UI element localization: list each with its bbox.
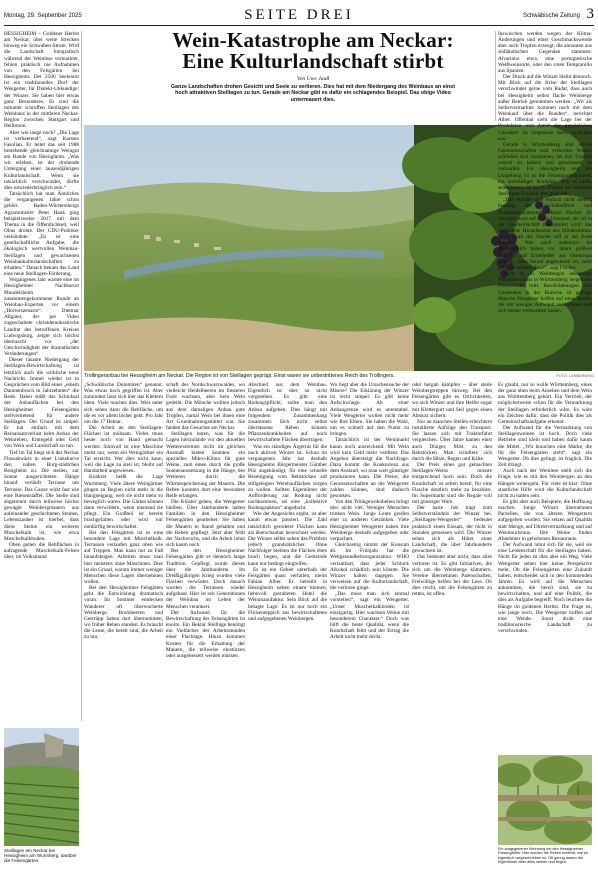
article-paragraph: Der harte Job trägt zum Selbstverständnis der Winzer bei. „Steillagen-Wengerter“ bedeutet praktisch einen Einsatz, der nicht in Stunden gemessen wird. Die Winzer sehen sich als Hüter einer Landschaft, die über Jahrhunderte gewachsen ist. (412, 505, 492, 555)
article-paragraph: Der Aufwand lohnt sich für sie, weil sie eine Leidenschaft für die Steillagen haben. Nicht für jeden ist dies aber ein Weg. Viele Wengerter sehen hier keine Perspektive mehr. Ob die Felsengärten eine Zukunft haben, entscheidet sich in den kommenden Jahren. Es wird auf die Menschen ankommen, die bereit sind, sie zu bewirtschaften, und auf eine Politik, die dies als Aufgabe begreift. Noch leuchten die Hänge im goldenen Herbst. Die Frage ist, wie lange noch. Die Wengerter hoffen auf eine Wende. Sonst droht eine traditionsreiche Landschaft zu verschwinden. (498, 542, 592, 635)
article-paragraph: Es glaubt, nur so wolle Württemberg, eines der ganz oben beim Ansehen und dem Wein aus Württemberg gehört. Ein Vertrieb, der möglicherweise schon für die Vermarktung der Steillagen erforderlich wäre. Es wäre ein Zeichen dafür, dass die Politik dies als Gemeinschaftsaufgabe erkennt. (498, 382, 592, 425)
article-paragraph: Der Aufwand für die Vermarktung von Steillagenweinen ist hoch. Doch viele Betriebe sind klein und haben dafür kaum die Mittel. „Wir brauchen eine Marke, die für die Felsengärten steht“, sagt ein Wengerter. Ob dies gelingt, ist fraglich. Die Zeit drängt. (498, 425, 592, 469)
article-paragraph: Oben gehen die Rebflächen in aufragende Muschelkalk-Felsen über, im Volksmund (4, 541, 79, 561)
article-paragraph: Von den Trinkgewohnheiten bringt dies nicht viel. Weniger Menschen trinken Wein. Junge Leute greifen eher zu anderen Getränken. Viele Hessigheimer Wengerter haben ihre Weinberge deshalb aufgegeben oder verpachtet. (330, 498, 409, 542)
text-column-6 (412, 382, 492, 858)
article-byline: Von Uwe Jauß (296, 76, 330, 82)
article-paragraph: Bei den Hessigheimer Felsengärten gibt es dennoch lange Tradition. Gepflegt wurde dieses über die Jahrhunderte. Im Dreißigjährigen Krieg wurden viele Flächen verwüstet. Doch danach wurden die Terrassen wieder aufgebaut. Hier ist seit Generationen der Weinbau im Leben der Menschen verankert. (166, 548, 245, 610)
article-paragraph: Auch ist in Weinbergen anständige Weinüberschuss in Württemberg wegen des Preisverfalls trotz Beschränkungen. Ein Umdenken in der Branche ist gefragt. Manche Wengerter hoffen auf neue Sorten, die mit weniger Aufwand auskommen und sich besser vermarkten lassen. (498, 271, 592, 315)
newspaper-name: Schwäbische Zeitung (522, 13, 580, 19)
text-column-2 (84, 382, 163, 858)
article-paragraph: Der Druck auf die Winzer bleibt dennoch. Mit Blick auf die Krise der Steillagen verschwindet gerne vom Radar, dass auch bei Hessigheim selbst flache Weinberge außer Betrieb genommen werden. „Wir als Selbstvermarkter kommen noch mit dem Weinkauf über die Runden“, berichtet Alber. Offenbar sieht die Lage bei der Produktion und damit der persönlichen Charakter im Gegensatz dazu schlechter aus. (498, 74, 592, 142)
masthead (4, 6, 594, 26)
text-column-4 (248, 382, 327, 858)
article-paragraph: Wo liegt aber die Ursachensuche der Misere? Die Erklärung der Winzer ist recht simpel: Es gibt keine Aufschwünge. Ab einer Anbaugrenze wird es unrentabel. Viele Wengerter wollen nicht mehr wie Ihre Eltern. Sie haben die Wahl, um es schnell auf den Punkt zu bringen. (330, 382, 409, 438)
text-column-3 (166, 382, 245, 858)
issue-date: Montag, 29. September 2025 (4, 13, 82, 19)
article-paragraph: Es ist ein Gebiet unterhalb der Felsgärten quasi verfallen, meint Fabian Alber. Er betreibt in Hessigheim neben einem kleinen, liebevoll gestalteten Hotel die Weinmanufaktur. Sein Blick auf die besagte Lage: Es ist nur noch ein Flickenteppich aus bewirtschafteten und aufgegebenen Weinbergen. (248, 566, 327, 622)
column-rule (81, 31, 82, 721)
article-paragraph: Nur an manchen Stellen erleichtern installierte Aufzüge den Transport. Sie lassen sich mit Traktorfahrt vergleichen. Über Jahre kamen einst auch Dünger, Mist, zu den Rebstöcken. Man schuftete sich durch die Hitze, Regen und Kälte. (412, 418, 492, 462)
page-number: 3 (586, 6, 594, 22)
steep-vineyard-caption: Steillagen am Neckar bei Hessigheim am Wurmberg, darüber die Felsengärten. (4, 848, 77, 864)
article-paragraph: Die Arbeit an den Steillagen-Flächen ist mühsam. Vieles muss heute noch von Hand gemacht werden. Sinnvoll ist eine Maschine meist nur, wenn ein Weingärtner ein Tal erreicht. Wer dies nicht kann, weil die Lage zu steil ist, bleibt auf Handarbeit angewiesen. (84, 425, 163, 475)
article-paragraph: „Schwäbische Dolomiten“ genannt. Was etwas hoch gegriffen ist. Aber zumindest lässt sich hier das Klettern üben. Viele machen dies. Weit unter sich sehen dann die Rebfläche, um die es vor allem bisher geht. Pro Jahr um die 17 Hektar. (84, 382, 163, 425)
article-paragraph: „Das rechnet sich einfach nicht mehr“, bestätigt der Geschäftsführer und Vorstandsvorsitzende Martin Fischer. Er verweist noch auf einen Umstand, der oft in der Landwirtschaft thematisiert wird: das mehrfache Heraufsetzen des Mindestlohns. 14,60 Euro die Stunde soll er am Ende betragen. Wie auch anderswo im Agrarbereich haben vor allem größere Betriebe auf Erntehelfer aus Osteuropa gesetzt. „Wer darauf angewiesen ist, zahlt jetzt ein Schluss drauf“, sagt Fischer. (498, 197, 592, 271)
article-headline: Wein-Katastrophe am Neckar: Eine Kulturlandschaft stirbt (172, 28, 454, 73)
article-paragraph: Bei den Felsgärten ist es eine besondere Lage mit Muschelkalk. Terrassen verlaufen ganz oben wie auf Treppen. Man kann nur zu Fuß hinaufsteigen. Arbeiten muss man hier meistens ohne Maschinen. Dies ist ein Grund, warum immer weniger Menschen diese Lagen übernehmen wollen. (84, 529, 163, 585)
column-rule (495, 31, 496, 121)
article-paragraph: Aber wie lange noch? „Die Lage ist verheerend“, sagt Karsten Fasolian. Er leitet das seit 1988 bestehende gleichnamige Weingut am Rande von Hessigheim. „Was wir erleben, ist der drohende Untergang einer tausendjährigen Kulturlandschaft. Wenn sie tatsächlich verschwindet, dürfte dies unwiederbringlich sein.“ (4, 129, 79, 191)
article-paragraph: „Das muss man sich einmal vorstellen“, sagt ein Wengerter. „Unser Muschelkalkboden ist einzigartig. Hier wachsen Weine mit besonderem Charakter.“ Doch was hilft die beste Qualität, wenn die Kundschaft fehlt und der Ertrag die Arbeit nicht mehr deckt. (330, 591, 409, 641)
article-paragraph: Bei den Hessigheimer Felsgärten geht die Entwicklung dramatisch voran. Im Sommer entdecken Wanderer oft überwucherte Weinberge. Brombeeren und Gestrüpp haben dort übernommen, wo früher Reben standen. Es braucht die Leute, die bereit sind, die Arbeit zu tun. (84, 585, 163, 641)
article-paragraph: Tatsächlich ist der Weinmarkt kaum noch ausreichend. Mit Wein wird kein Geld mehr verdient. Das Angebot übersteigt die Nachfrage. Dazu kommt die Konkurrenz aus dem Ausland, wo man weit günstiger produzieren kann. Die Preise, die Genossenschaften an die Wengerter zahlen können, sind dadurch gesunken. (330, 437, 409, 499)
article-paragraph: Gleichzeitig nimmt der Konsum ab. Im Frühjahr hat die Weltgesundheitsorganisation WHO verlautbart, dass jeder Schluck Alkohol schädlich sein könnte. Die Winzer halten dagegen. Sie verweisen auf die Kulturlandschaft, die verloren ginge. (330, 542, 409, 592)
text-column-5 (330, 382, 409, 858)
article-teaser: Ganze Landschaften drohen Gesicht und Seele zu verlieren. Dies hat mit dem Niedergang des Weinbaus an einst hoch attraktiven Steillagen zu tun. Gerade am Neckar gibt es dafür ein schlagendes Beispiel. Das obige Video untermauert dies. (171, 84, 455, 103)
article-paragraph: schaft des Nordschwarzwaldes, wo vielleicht Heidelbeeren im finsteren Forst wachsen, aber kein Wein gedeiht. Die Mönche wollten jedoch aus dem damaligen Anbau gute Tropfen, zumal Wein bei ihnen eine Art Grundnahrungsmittel war. Sie fanden das Gesuchte am Neckar. (166, 382, 245, 432)
main-photo-caption: Trollingeranbau bei Hessigheim am Neckar. Die Region ist von Steillagen geprägt. Einst waren sie unbestrittenes Reich des Trollingers. (84, 373, 395, 379)
article-paragraph: Vergangenes Jahr warnte eine im Hessigheimer Nachbarort Mundelsheim zusammengekommene Runde an Weinbau-Experten vor einem „Horrorszenario“. Dietmar Allgaier, der per Video zugeschaltete christdemokratische Landrat des betroffenen Kreises Ludwigsburg, zeigte sich höchst überrascht vor „der Geschwindigkeit der dramatischen Veränderungen“. (4, 277, 79, 358)
article-paragraph: Inzwischen werden wegen der Klima-Änderungen und einer Geschmackswende aber auch Tropfen erzeugt, die annonten aus südländischen Gegenden stammen: Alvarinho etwa, eine portugiesische Weißweinsorte, oder den roten Tempranillo aus Spanien. (498, 31, 592, 74)
article-paragraph: Das bedeutet aber nicht, dass alles verloren ist. Es gibt Initiativen, die sich um die Weinberge kümmern. Vereine übernehmen Patenschaften, Freiwillige helfen bei der Lese. Ob dies reicht, um die Felsengärten zu retten, ist offen. (412, 554, 492, 598)
article-paragraph: Dieser rasante Niedergang der Steillagen-Bewirtschaftung ist letztlich auch die wirkliche neue Nachricht. Immer wieder ist in Gesprächen vom Bild eines „einem Daumenbruch in Jahrzehnten“ die Rede. Dabei stößt das Schicksal der Anbauflächen bei den Hessigheimer Felsengärten stellvertretend für andere Steillagen. Der Grund ist simpel. Er hat einfach mit dem Reinansatzverlust beim Anbau der Weinreben, Erntegeld oder Geld von Wein und Landschaft zu tun. (4, 357, 79, 450)
text-column-1 (4, 31, 79, 721)
abandoned-vineyard-caption: Ein aufgegebener Weinberg bei den Hessigheimer Felsengärten: Hier wurden die Reben entfernt, wie es eigentlich vorgeschrieben ist. Oft genug lassen die Eigentümer aber alles stehen und liegen. (498, 847, 588, 865)
article-paragraph: Auch nach der Weinlese stellt sich die Frage, wie es mit den Weinbergen an den Hängen weitergeht. Für viele ist klar: Ohne staatliche Hilfe wird die Kulturlandschaft nicht zu halten sein. (498, 468, 592, 499)
article-paragraph: HESSIGHEIM – Goldener Herbst am Neckar, über weite Strecken hinweg ein Schwaben-Strom. Wird die Landschaft fotografisch während der Weinlese vermarktet, fehlen praktisch nie Aufnahmen von den Felsgärten bei Hessigheim. Der 2500 Seelenort ist ein traditionelles Dorf der Wengerter, für Dialekt-Unkundige: der Winzer. Sie haben hier etwas ganz Besonderes. Es sind die mitunter schroffen Steillagen des Weinbaus in der mittleren Neckar-Region zwischen Stuttgart und Heilbronn. (4, 31, 79, 130)
article-paragraph: Gerade in Württemberg sind solche Genossenschaften weit verbreitet. Winzer schließen sich zusammen, um ihre Trauben zentral zu keltern und gemeinsam zu verkaufen. Für Hessigheim und die Umgebung ist es die Felsengartenkellerei, ein weitläufiger Komplex. Wie es heißt, seien zuletzt 80 bis 85 Prozent der örtlichen Steillagen-Trauben dort gelandet. (498, 141, 592, 198)
abandoned-vineyard-photo (498, 755, 592, 845)
article-paragraph: Der Preis eines gut gemachten Steillagen-Weins müsste entsprechend hoch sein. Doch die Kundschaft ist selten bereit, für eine Flasche deutlich mehr zu bezahlen. Im Supermarkt sind die Regale voll mit günstiger Ware. (412, 462, 492, 505)
steep-vineyard-photo (4, 728, 79, 846)
main-photo-credit: FOTO: LENNERDING (556, 374, 594, 378)
article-paragraph: Abschied aus dem Weinbau. Eigentlich ist dies so nicht vorgesehen. Es gibt eine Rodungspflicht, sollte man den Anbau aufgeben. Dies hängt mit folgendem Zusammenhang zusammen: Sich nicht selbst überlassene Reben können Pflanzenkrankheiten auf noch bewirtschaftete Flächen übertragen. (248, 382, 327, 444)
article-paragraph: Tatsächlich hat man Ähnliches die vergangenen Jahre schon gehört. Baden-Württembergs Agrarminister Peter Hauk ging beispielsweise 2017 mit dem Thema in die Öffentlichkeit, weil Obus drohte. Der CDU-Politiker verkündete: „Es ist eine gesellschaftliche Aufgabe, die ökologisch wertvollen Weinbau-Steillagen und gewachsenen Weinbaukulturlandschaften zu erhalten.“ Danach bekam das Land eine neue Steillagen-Förderung. (4, 191, 79, 278)
article-paragraph: Der Aufwand für die Bewirtschaftung der Felsengärten ist enorm. Ein Hektar Steillage benötigt ein Vielfaches der Arbeitsstunden einer Flachlage. Hinzu kommen Kosten für die Erhaltung der Mauern, die teilweise einstürzen oder ausgebessert werden müssen. (166, 609, 245, 659)
article-paragraph: Wie der Angesichts ergibt, ist aber kaum etwas passiert. Die Zahl tatsächlich gerodeter Flächen kann als überschaubar bezeichnet werden. Die Winzer selbst sehen das Problem jedoch grundsätzlicher. Ohne Nachfolger bleiben die Flächen eben brach liegen, und die Gemeinde kann nur bedingt eingreifen. (248, 511, 327, 567)
article-paragraph: Tief im Tal biegt sich der Neckar Flussabwärts in einer Linkskurve den nahen Burg-städtchen Besigheim zu. Die steilen, zur Sonne ausgerichteten Hänge hinauf verläuft Terrasse um Terrasse. Das Ganze wirkt fast wie eine Riesenstaffel. Die Stelle sind abgetrennt durch teilweise höchst gewagte Weinbergmauern aus aufeinander geschichteten Steinen. Lebenszauber ist hierbei, dass diese Steine ein weiteres Muschelkalk ist, wie etwa Muschelkalkboden. (4, 449, 79, 542)
article-paragraph: Es gibt aber auch Beispiele, die Hoffnung machen. Junge Winzer übernehmen Parzellen, die von älteren Wengertern aufgegeben wurden. Sie setzen auf Qualität statt Menge, auf Direktvermarktung und auf Weintourismus. Ihre Weine finden Abnehmer in gehobenen Restaurants. (498, 498, 592, 542)
article-paragraph: Was ein ständiges Ärgernis für die noch aktiven Winzer ist. Schon im vergangenen Jahr hat deshalb Hessigheims Bürgermeister Günther Pilz angekündigt, für eine schnelle Beseitigung vom Rebstöcken auf stillgelegten Weinbauflächen sorgen zu wollen. Sollten Eigentümer der Aufforderung zur Rodung nicht nachkommen, sei eine „kollektive Rodungsaktion“ angedacht. (248, 443, 327, 512)
text-column-8 (498, 382, 592, 750)
article-paragraph: Die Klöster gehen, die Wengerter bleiben. Über Jahrhunderte haben Familien in den Hessigheimer Felsengärten gearbeitet. Sie haben die Mauern in Stand gehalten und die Reben gepflegt. Jetzt aber fehlt der Nachwuchs, und die Arbeit lohnt sich kaum noch. (166, 498, 245, 549)
article-paragraph: oder bergab kämpfen – über steile Weinbergtreppen hinweg. Bei den Felsengärten gibt es Ortlichkeiten, wo sich Winzer und ihre Helfer sogar mit Klettergurt und Seil gegen einen Absturz sichern. (412, 382, 492, 419)
section-title: SEITE DREI (244, 7, 354, 23)
text-column-7 (498, 31, 592, 376)
article-paragraph: Steillagen boten, was für die Lagen hierzulande vor den aktuellen Wetterextremen nicht im gleichen Ausmaß bieten konnten: ein spezielles Mikro-Klima für gute Weine, zum einen durch die große Sonnenaussetzung in die Hänge, des Weiteren durch die Wärmespeicherung der Mauern. Die Reben konnten dort eine besondere Reife erlangen. (166, 431, 245, 499)
article-paragraph: Konkret heißt die Lage Wurmberg. Viele ältere Weingärtner gingen zu Beginn nicht mehr in die Hangneigung, weil sie nicht mehr so beweglich waren. Die Gärten können dann verwildern, wenn niemand sie pflegt. Ein Großteil ist bereits brachgefallen oder wird nur notdürftig bewirtschaftet. (84, 474, 163, 530)
